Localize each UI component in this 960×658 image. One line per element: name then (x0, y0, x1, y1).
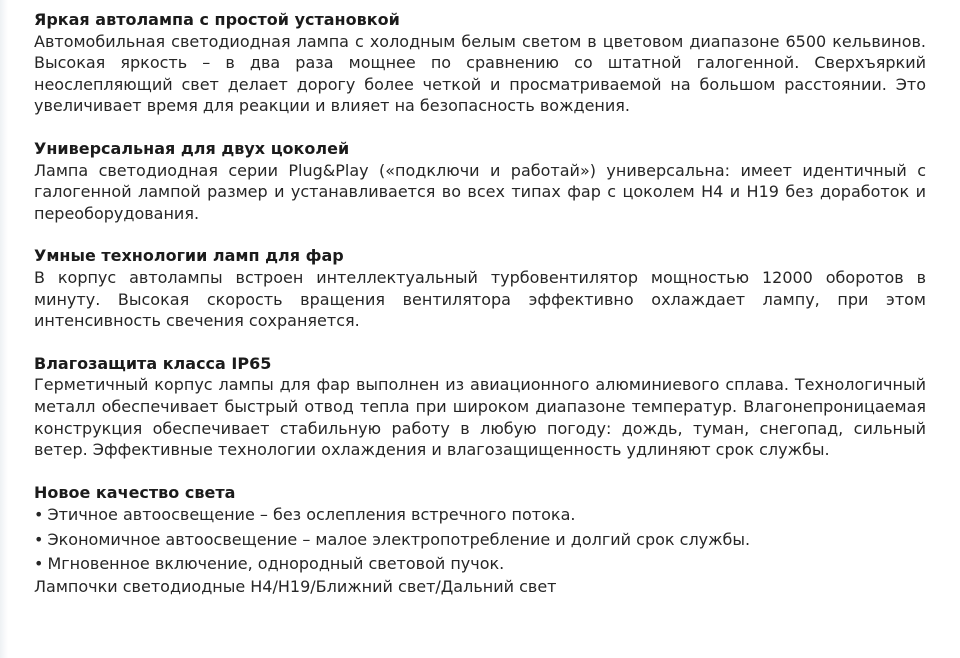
section-title: Универсальная для двух цоколей (34, 138, 350, 158)
bullet-icon: • (34, 553, 44, 573)
section-title: Влагозащита класса IP65 (34, 353, 272, 373)
bullet-icon: • (34, 505, 44, 525)
section-universal-socket (34, 138, 926, 224)
list-item: • Экономичное автоосвещение – малое электропотребление и долгий срок службы. (34, 528, 926, 552)
section-light-quality (34, 482, 926, 598)
feature-list (34, 503, 926, 576)
section-text: В корпус автолампы встроен интеллектуальный турбовентилятор мощностью 12000 оборотов в минуту. Высокая скорость вращения вентилятора эффективно охлаждает лампу, при этом интенсивность свечения сохраняется. (34, 267, 926, 331)
section-title: Яркая автолампа с простой установкой (34, 10, 400, 29)
bullet-icon: • (34, 529, 44, 549)
product-description (34, 9, 926, 598)
closing-line: Лампочки светодиодные H4/H19/Ближний свет/Дальний свет (34, 577, 557, 597)
section-title: Новое качество света (34, 482, 236, 502)
section-text: Лампа светодиодная серии Plug&Play («подключи и работай») универсальна: имеет идентичный с галогенной лампой размер и устанавливается во всех типах фар с цоколем H4 и H19 без доработок и переоборудования. (34, 160, 926, 223)
section-smart-tech (34, 245, 926, 331)
section-ip65 (34, 353, 926, 461)
section-bright-lamp (34, 9, 926, 117)
section-text: Автомобильная светодиодная лампа с холодным белым светом в цветовом диапазоне 6500 кельвинов. Высокая яркость – в два раза мощнее по сравнению со штатной галогенной. Сверхъяркий неослепляющий свет делает дорогу более четкой и просматриваемой на большом расстоянии. Это увеличивает время для реакции и влияет на безопасность вождения. (34, 31, 926, 116)
section-title: Умные технологии ламп для фар (34, 246, 344, 266)
left-edge-shadow (0, 0, 8, 658)
list-item: • Мгновенное включение, однородный световой пучок. (34, 552, 926, 576)
section-text: Герметичный корпус лампы для фар выполнен из авиационного алюминиевого сплава. Технологичный металл обеспечивает быстрый отвод тепла при широком диапазоне температур. Влагонепроницаемая конструкция обеспечивает стабильную работу в любую погоду: дождь, туман, снегопад, сильный ветер. Эффективные технологии охлаждения и влагозащищенность удлиняют срок службы. (34, 375, 926, 460)
list-item: • Этичное автоосвещение – без ослепления встречного потока. (34, 503, 926, 527)
